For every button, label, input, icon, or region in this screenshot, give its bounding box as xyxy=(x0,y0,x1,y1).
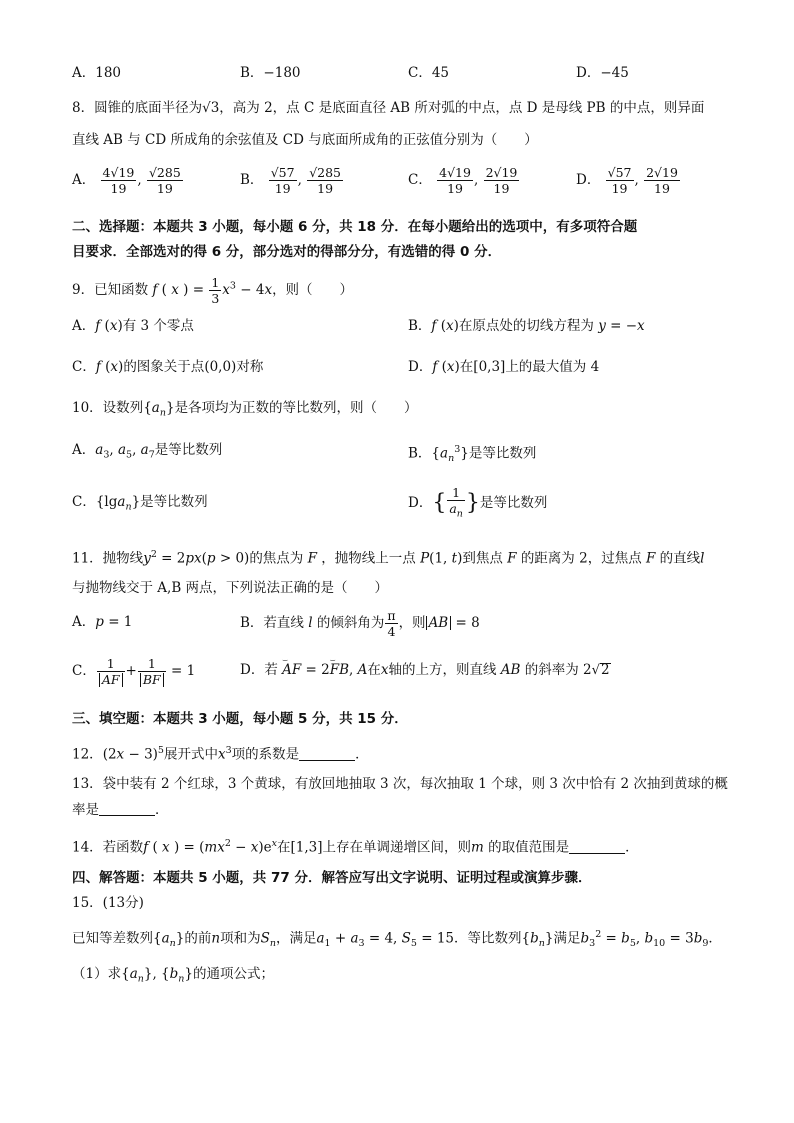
section3-heading: 三、填空题：本题共 3 小题，每小题 5 分，共 15 分． xyxy=(72,711,408,727)
q15-score: 15．(13分) xyxy=(72,895,144,911)
q14-stem: 14．若函数f ( x ) = $(mx^2 - x)e^x$在[1,3]上存在单调递增区间，则m 的取值范围是 ． xyxy=(72,838,639,856)
q11-option-c[interactable]: C． $\frac{1}{AF}$ + $\frac{1}{BF}$ = 1 xyxy=(72,656,196,687)
q7-option-c[interactable]: C．45 xyxy=(408,65,450,81)
q8-stem-line2: 直线 AB 与 CD 所成角的余弦值及 CD 与底面所成角的正弦值分别为（ ） xyxy=(72,132,538,148)
q8-option-d[interactable]: D． $\frac{√57}{19}$ , $\frac{2√19}{19}$ xyxy=(576,165,678,196)
q8-option-a[interactable]: A． $\frac{4√19}{19}$ , $\frac{√285}{19}$ xyxy=(72,165,181,196)
q14-answer-blank[interactable] xyxy=(569,841,625,854)
q7-option-d[interactable]: D．−45 xyxy=(576,65,629,81)
q9-option-d[interactable]: D．f (x)在[0,3]上的最大值为 4 xyxy=(408,359,600,375)
q9-stem: 9．已知函数 f ( x ) = $\frac{1}{3}$ $x^3 - 4x$，则（ ） xyxy=(72,275,354,306)
q15-stem: 已知等差数列$\{a_n\}$的前n项和为$S_n$，满足$a_1 + a_3 = 4$, $S_5 = 15$．等比数列$\{b_n\}$满足$b_3^2 = b_5$, $b_{10} = 3b_9$． xyxy=(72,929,722,950)
section2-heading-line2: 目要求．全部选对的得 6 分，部分选对的得部分分，有选错的得 0 分． xyxy=(72,244,502,260)
q10-stem: 10．设数列$\{a_n\}$是各项均为正数的等比数列，则（ ） xyxy=(72,400,418,419)
q7-option-a[interactable]: A．180 xyxy=(72,65,122,81)
q10-option-d[interactable]: D．{ $\frac{1}{a_n}$ }是等比数列 xyxy=(408,485,548,520)
q13-stem-line2: 率是 ． xyxy=(72,802,169,818)
q9-option-c[interactable]: C．f (x)的图象关于点(0,0)对称 xyxy=(72,359,264,375)
q12-stem: 12．$(2x - 3)^5$展开式中$x^3$项的系数是 ． xyxy=(72,745,369,763)
section4-heading: 四、解答题：本题共 5 小题，共 77 分．解答应写出文字说明、证明过程或演算步骤． xyxy=(72,870,592,886)
q8-stem-line1: 8．圆锥的底面半径为√3，高为 2，点 C 是底面直径 AB 所对弧的中点，点 D 是母线 PB 的中点，则异面 xyxy=(72,100,705,116)
q10-option-c[interactable]: C．{lga$_n$}是等比数列 xyxy=(72,494,208,513)
q11-stem-line2: 与抛物线交于 A,B 两点，下列说法正确的是（ ） xyxy=(72,580,389,596)
q7-option-b[interactable]: B．−180 xyxy=(240,65,301,81)
q13-stem-line1: 13．袋中装有 2 个红球，3 个黄球，有放回地抽取 3 次，每次抽取 1 个球，则 3 次中恰有 2 次抽到黄球的概 xyxy=(72,776,728,792)
q11-option-a[interactable]: A．p = 1 xyxy=(72,614,133,630)
q10-option-b[interactable]: B．$\{a_n^3\}$是等比数列 xyxy=(408,444,537,465)
q11-stem-line1: 11．抛物线$y^2 = 2px(p > 0)$的焦点为 F ，抛物线上一点 P(1, t)到焦点 F 的距离为 2，过焦点 F 的直线l xyxy=(72,549,705,567)
q8-option-b[interactable]: B． $\frac{√57}{19}$ , $\frac{√285}{19}$ xyxy=(240,165,342,196)
q12-answer-blank[interactable] xyxy=(299,748,355,761)
section2-heading-line1: 二、选择题：本题共 3 小题，每小题 6 分，共 18 分．在每小题给出的选项中，有多项符合题 xyxy=(72,219,638,235)
q11-option-b[interactable]: B．若直线 l 的倾斜角为 $\frac{\pi}{4}$ ，则 AB = 8 xyxy=(240,608,480,639)
q9-option-b[interactable]: B．f (x)在原点处的切线方程为 y = −x xyxy=(408,318,645,334)
q15-subquestion-1: （1）求$\{a_n\}$, $\{b_n\}$的通项公式； xyxy=(72,966,275,985)
q13-answer-blank[interactable] xyxy=(99,803,155,816)
q9-option-a[interactable]: A．f (x)有 3 个零点 xyxy=(72,318,194,334)
q11-option-d[interactable]: D．若 ⌣ AF = 2⌣ FB, A在x轴的上方，则直线 AB 的斜率为 2√2 xyxy=(240,660,611,681)
q8-option-c[interactable]: C． $\frac{4√19}{19}$ , $\frac{2√19}{19}$ xyxy=(408,165,518,196)
q10-option-a[interactable]: A．$a_3$, $a_5$, $a_7$是等比数列 xyxy=(72,442,223,461)
